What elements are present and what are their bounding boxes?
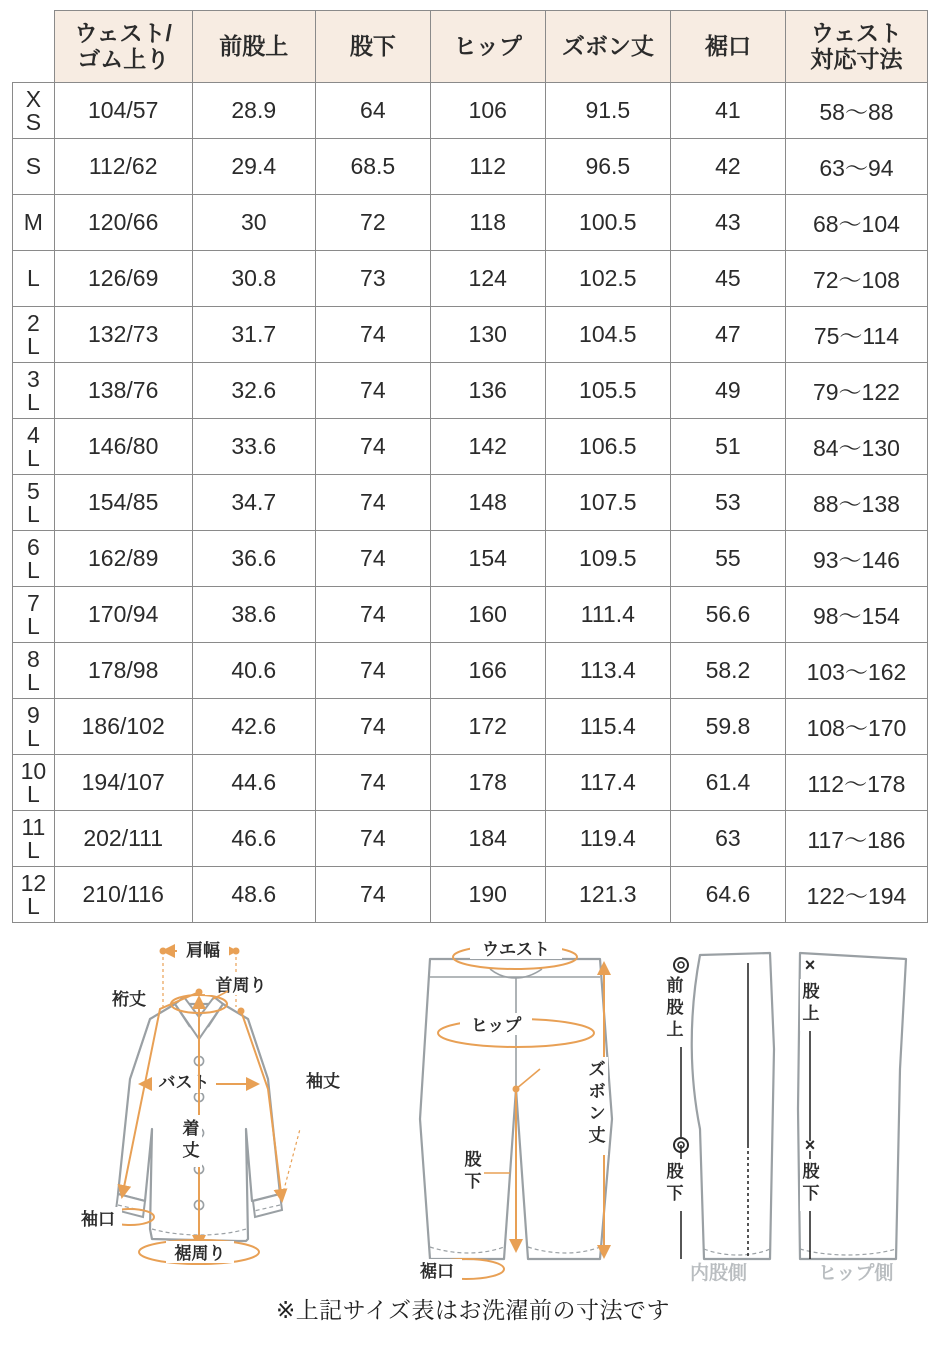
label-mark-cross-bottom: × (804, 1135, 816, 1155)
size-label-cell (13, 195, 55, 251)
label-waist: ウエスト (482, 940, 550, 959)
size-label-cell (13, 867, 55, 923)
size-label-cell (13, 643, 55, 699)
svg-text:股: 股 (802, 1162, 820, 1181)
table-cell: 68.5 (315, 139, 430, 195)
table-cell: 74 (315, 587, 430, 643)
svg-text:股: 股 (464, 1150, 482, 1169)
table-cell: 105.5 (545, 363, 670, 419)
table-row (13, 755, 928, 811)
table-cell: 107.5 (545, 475, 670, 531)
table-cell: 32.6 (192, 363, 315, 419)
table-cell: 63〜94 (785, 139, 927, 195)
table-cell: 170/94 (54, 587, 192, 643)
table-cell: 46.6 (192, 811, 315, 867)
table-cell: 112 (430, 139, 545, 195)
table-cell: 109.5 (545, 531, 670, 587)
label-hip: ヒップ (470, 1016, 522, 1035)
label-sleeve-length: 袖丈 (306, 1072, 340, 1091)
size-label-line: 9 (26, 701, 40, 728)
table-row (13, 587, 928, 643)
table-cell: 106.5 (545, 419, 670, 475)
table-row (13, 363, 928, 419)
size-label-line: 10 (20, 757, 47, 784)
table-header-inseam: 股下 (315, 11, 430, 83)
table-row (13, 475, 928, 531)
table-cell: 72〜108 (785, 251, 927, 307)
table-cell: 74 (315, 307, 430, 363)
label-bust: バスト (158, 1073, 210, 1092)
table-header-hem-opening: 裾口 (671, 11, 786, 83)
size-label-line: L (26, 444, 40, 471)
table-cell: 72 (315, 195, 430, 251)
table-header-corner (13, 11, 55, 83)
size-label-cell (13, 811, 55, 867)
size-label-line: 6 (26, 533, 40, 560)
table-cell: 96.5 (545, 139, 670, 195)
size-label-line: L (26, 780, 40, 807)
table-cell: 56.6 (671, 587, 786, 643)
svg-text:丈: 丈 (182, 1141, 200, 1160)
table-row (13, 195, 928, 251)
table-cell: 91.5 (545, 83, 670, 139)
svg-text:ボ: ボ (588, 1082, 606, 1101)
table-cell: 42 (671, 139, 786, 195)
table-cell: 75〜114 (785, 307, 927, 363)
size-label-cell (13, 475, 55, 531)
svg-text:ン: ン (588, 1104, 606, 1123)
table-row (13, 699, 928, 755)
table-cell: 115.4 (545, 699, 670, 755)
table-cell: 184 (430, 811, 545, 867)
table-cell: 100.5 (545, 195, 670, 251)
label-inner-side: 内股側 (690, 1263, 748, 1284)
table-cell: 36.6 (192, 531, 315, 587)
table-row (13, 419, 928, 475)
table-row (13, 251, 928, 307)
table-cell: 53 (671, 475, 786, 531)
size-label-line: 3 (26, 365, 40, 392)
size-label-cell (13, 699, 55, 755)
table-cell: 34.7 (192, 475, 315, 531)
table-row (13, 531, 928, 587)
label-cuff: 袖口 (81, 1210, 115, 1229)
table-cell: 104/57 (54, 83, 192, 139)
svg-text:ズ: ズ (588, 1060, 606, 1079)
table-cell: 74 (315, 531, 430, 587)
table-cell: 74 (315, 643, 430, 699)
table-cell: 112〜178 (785, 755, 927, 811)
table-cell: 64 (315, 83, 430, 139)
table-cell: 74 (315, 811, 430, 867)
size-label-line: 2 (26, 309, 40, 336)
table-cell: 194/107 (54, 755, 192, 811)
table-cell: 102.5 (545, 251, 670, 307)
table-cell: 142 (430, 419, 545, 475)
table-header-front-rise: 前股上 (192, 11, 315, 83)
svg-text:下: 下 (802, 1184, 820, 1203)
table-cell: 190 (430, 867, 545, 923)
table-cell: 29.4 (192, 139, 315, 195)
table-cell: 104.5 (545, 307, 670, 363)
svg-text:股: 股 (666, 998, 684, 1017)
pre-wash-note-text: ※上記サイズ表はお洗濯前の寸法です (276, 1297, 670, 1323)
size-table-head (13, 11, 928, 83)
table-cell: 166 (430, 643, 545, 699)
svg-text:前: 前 (666, 976, 684, 995)
table-cell: 30 (192, 195, 315, 251)
table-cell: 74 (315, 419, 430, 475)
size-table-body (13, 83, 928, 923)
table-cell: 154 (430, 531, 545, 587)
table-cell: 98〜154 (785, 587, 927, 643)
table-cell: 160 (430, 587, 545, 643)
table-cell: 47 (671, 307, 786, 363)
size-label-line: L (26, 265, 40, 292)
table-cell: 186/102 (54, 699, 192, 755)
table-cell: 68〜104 (785, 195, 927, 251)
svg-text:上: 上 (802, 1004, 820, 1023)
size-label-line: X (25, 85, 42, 112)
table-cell: 33.6 (192, 419, 315, 475)
size-label-line: M (23, 209, 43, 236)
label-shoulder-width: 肩幅 (186, 941, 220, 960)
measurement-illustrations (0, 929, 940, 1329)
table-cell: 41 (671, 83, 786, 139)
label-hem-opening: 裾口 (420, 1262, 454, 1281)
table-cell: 138/76 (54, 363, 192, 419)
table-cell: 40.6 (192, 643, 315, 699)
svg-text:股: 股 (802, 982, 820, 1001)
label-neck: 首周り (215, 976, 267, 995)
table-cell: 74 (315, 755, 430, 811)
label-mark-cross-top: × (804, 955, 816, 975)
table-cell: 74 (315, 363, 430, 419)
table-header-waist-fit: ウェスト 対応寸法 (785, 11, 927, 83)
svg-text:下: 下 (666, 1184, 684, 1203)
table-row (13, 139, 928, 195)
table-cell: 126/69 (54, 251, 192, 307)
pants-illustration (412, 937, 661, 1281)
table-cell: 120/66 (54, 195, 192, 251)
table-cell: 31.7 (192, 307, 315, 363)
table-row (13, 643, 928, 699)
table-cell: 202/111 (54, 811, 192, 867)
size-label-line: L (26, 332, 40, 359)
size-label-line: L (26, 388, 40, 415)
table-cell: 154/85 (54, 475, 192, 531)
size-label-line: L (26, 836, 40, 863)
table-cell: 210/116 (54, 867, 192, 923)
label-hip-side: ヒップ側 (818, 1263, 894, 1284)
table-cell: 28.9 (192, 83, 315, 139)
table-header-row (13, 11, 928, 83)
size-label-line: S (25, 153, 42, 180)
table-cell: 117.4 (545, 755, 670, 811)
rise-detail-illustration (664, 953, 906, 1284)
size-label-line: L (26, 500, 40, 527)
table-cell: 79〜122 (785, 363, 927, 419)
table-cell: 64.6 (671, 867, 786, 923)
table-cell: 48.6 (192, 867, 315, 923)
table-cell: 121.3 (545, 867, 670, 923)
table-cell: 30.8 (192, 251, 315, 307)
table-cell: 146/80 (54, 419, 192, 475)
table-cell: 74 (315, 867, 430, 923)
label-hem: 裾周り (174, 1244, 226, 1263)
table-cell: 132/73 (54, 307, 192, 363)
table-row (13, 867, 928, 923)
size-label-line: 5 (26, 477, 40, 504)
table-cell: 108〜170 (785, 699, 927, 755)
size-table (12, 10, 928, 923)
size-label-line: 11 (21, 813, 46, 840)
table-cell: 55 (671, 531, 786, 587)
size-label-line: L (26, 556, 40, 583)
size-label-cell (13, 363, 55, 419)
table-cell: 63 (671, 811, 786, 867)
table-cell: 44.6 (192, 755, 315, 811)
size-label-line: L (26, 892, 40, 919)
table-cell: 93〜146 (785, 531, 927, 587)
svg-text:股: 股 (666, 1162, 684, 1181)
table-cell: 88〜138 (785, 475, 927, 531)
table-cell: 58〜88 (785, 83, 927, 139)
pre-wash-note (0, 1292, 940, 1325)
table-cell: 74 (315, 475, 430, 531)
size-label-line: L (26, 612, 40, 639)
table-cell: 118 (430, 195, 545, 251)
size-label-line: 12 (20, 869, 47, 896)
size-label-line: L (26, 668, 40, 695)
table-cell: 38.6 (192, 587, 315, 643)
size-label-cell (13, 419, 55, 475)
svg-text:下: 下 (464, 1172, 482, 1191)
size-label-line: 7 (26, 589, 40, 616)
table-cell: 178/98 (54, 643, 192, 699)
size-label-line: 4 (26, 421, 40, 448)
table-cell: 178 (430, 755, 545, 811)
table-cell: 119.4 (545, 811, 670, 867)
table-header-waist: ウェスト/ ゴム上り (54, 11, 192, 83)
table-cell: 122〜194 (785, 867, 927, 923)
size-label-cell (13, 251, 55, 307)
table-cell: 112/62 (54, 139, 192, 195)
table-cell: 124 (430, 251, 545, 307)
svg-text:丈: 丈 (588, 1126, 606, 1145)
table-cell: 58.2 (671, 643, 786, 699)
table-cell: 111.4 (545, 587, 670, 643)
table-cell: 117〜186 (785, 811, 927, 867)
jacket-illustration (74, 937, 352, 1264)
table-row (13, 307, 928, 363)
size-label-cell (13, 755, 55, 811)
size-label-cell (13, 531, 55, 587)
table-cell: 106 (430, 83, 545, 139)
size-label-line: S (25, 108, 42, 135)
table-cell: 172 (430, 699, 545, 755)
table-cell: 148 (430, 475, 545, 531)
table-cell: 84〜130 (785, 419, 927, 475)
size-label-cell (13, 307, 55, 363)
table-cell: 49 (671, 363, 786, 419)
svg-text:上: 上 (666, 1020, 684, 1039)
table-cell: 51 (671, 419, 786, 475)
size-label-cell (13, 139, 55, 195)
table-header-pants-length: ズボン丈 (545, 11, 670, 83)
size-label-cell (13, 83, 55, 139)
svg-text:着: 着 (182, 1119, 200, 1138)
size-label-line: 8 (26, 645, 40, 672)
table-header-hip: ヒップ (430, 11, 545, 83)
table-cell: 113.4 (545, 643, 670, 699)
illustration-svg (0, 929, 940, 1329)
table-cell: 43 (671, 195, 786, 251)
table-cell: 42.6 (192, 699, 315, 755)
table-row (13, 811, 928, 867)
table-cell: 136 (430, 363, 545, 419)
label-yuki: 裄丈 (112, 990, 146, 1009)
table-cell: 73 (315, 251, 430, 307)
table-cell: 103〜162 (785, 643, 927, 699)
table-cell: 59.8 (671, 699, 786, 755)
table-row (13, 83, 928, 139)
size-label-cell (13, 587, 55, 643)
table-cell: 130 (430, 307, 545, 363)
size-label-line: L (26, 724, 40, 751)
table-cell: 162/89 (54, 531, 192, 587)
table-cell: 74 (315, 699, 430, 755)
table-cell: 61.4 (671, 755, 786, 811)
table-cell: 45 (671, 251, 786, 307)
